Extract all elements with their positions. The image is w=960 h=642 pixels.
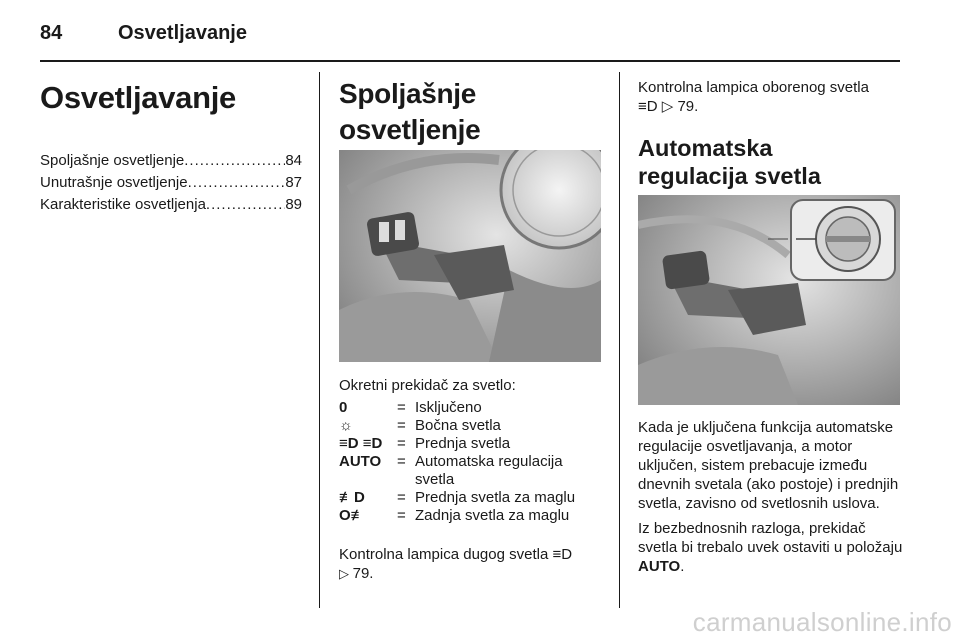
auto-symbol: AUTO: [339, 453, 382, 470]
watermark: carmanualsonline.info: [692, 607, 952, 637]
toc-label: Spoljašnje osvetljenje: [40, 152, 185, 169]
right-column: [638, 78, 900, 190]
header-rule: [40, 60, 900, 62]
toc-page: 89: [285, 196, 302, 213]
light-switch-illustration: [339, 150, 601, 362]
subsection-heading: Automatska regulacija svetla: [638, 135, 821, 189]
low-beam-note: Kontrolna lampica oborenog svetla ≡D ▷ 79.: [638, 78, 900, 116]
high-beam-note: Kontrolna lampica dugog svetla ≡D ▷ 79.: [339, 545, 601, 583]
toc-leader: [184, 150, 285, 172]
toc-item[interactable]: [40, 150, 302, 172]
legend-row-rear-fog: O≢ = Zadnja svetla za maglu: [339, 507, 570, 524]
right-text: [638, 418, 906, 576]
toc-label: Unutrašnje osvetljenje: [40, 174, 188, 191]
auto-light-photo: [638, 195, 900, 405]
column-divider-2: [619, 72, 620, 608]
legend-row-front-fog: ≢D = Prednja svetla za maglu: [339, 489, 576, 506]
auto-light-illustration: [638, 195, 900, 405]
legend-row-auto: AUTO = Automatska regulacija svetla: [339, 453, 563, 488]
reference-arrow-icon: ▷: [339, 566, 353, 581]
side-light-icon: ☼: [339, 417, 353, 434]
symbol-legend: [339, 399, 601, 525]
toc-leader: [188, 172, 286, 194]
page-reference[interactable]: ▷ 79.: [339, 565, 374, 582]
toc-item[interactable]: [40, 172, 302, 194]
headlight-icon: ≡D ≡D: [339, 435, 383, 452]
legend-row-side-lights: ☼ = Bočna svetla: [339, 417, 501, 434]
light-switch-photo: [339, 150, 601, 362]
toc-item[interactable]: [40, 194, 302, 216]
column-divider-1: [319, 72, 320, 608]
rear-fog-icon: O≢: [339, 507, 366, 524]
left-column: [40, 80, 310, 216]
toc-page: 84: [285, 152, 302, 169]
page-number: 84: [40, 22, 63, 44]
chapter-heading: Osvetljavanje: [40, 80, 236, 115]
auto-position-label: AUTO: [638, 558, 681, 575]
page-reference[interactable]: ≡D ▷ 79.: [638, 98, 699, 115]
auto-light-paragraph: Kada je uključena funkcija automatske regulacije osvetljavanja, a motor uključen, sistem prebacuje između dnevnih svetala (ako postoje) i prednjih svetla, zavisno od svetlosnih uslova.: [638, 419, 899, 512]
section-heading: Spoljašnje osvetljenje: [339, 78, 481, 145]
toc-leader: [206, 194, 285, 216]
safety-paragraph: Iz bezbednosnih razloga, prekidač svetla bi trebalo uvek ostaviti u položaju AUTO.: [638, 520, 903, 575]
table-of-contents: [40, 150, 310, 216]
off-symbol: 0: [339, 399, 348, 416]
legend-row-headlights: ≡D ≡D = Prednja svetla: [339, 435, 511, 452]
toc-page: 87: [285, 174, 302, 191]
switch-intro: Okretni prekidač za svetlo:: [339, 377, 516, 394]
running-title: Osvetljavanje: [118, 22, 247, 44]
front-fog-icon: ≢D: [339, 489, 365, 506]
legend-row-off: 0 = Isključeno: [339, 399, 482, 416]
middle-text: [339, 376, 601, 583]
toc-label: Karakteristike osvetljenja: [40, 196, 206, 213]
